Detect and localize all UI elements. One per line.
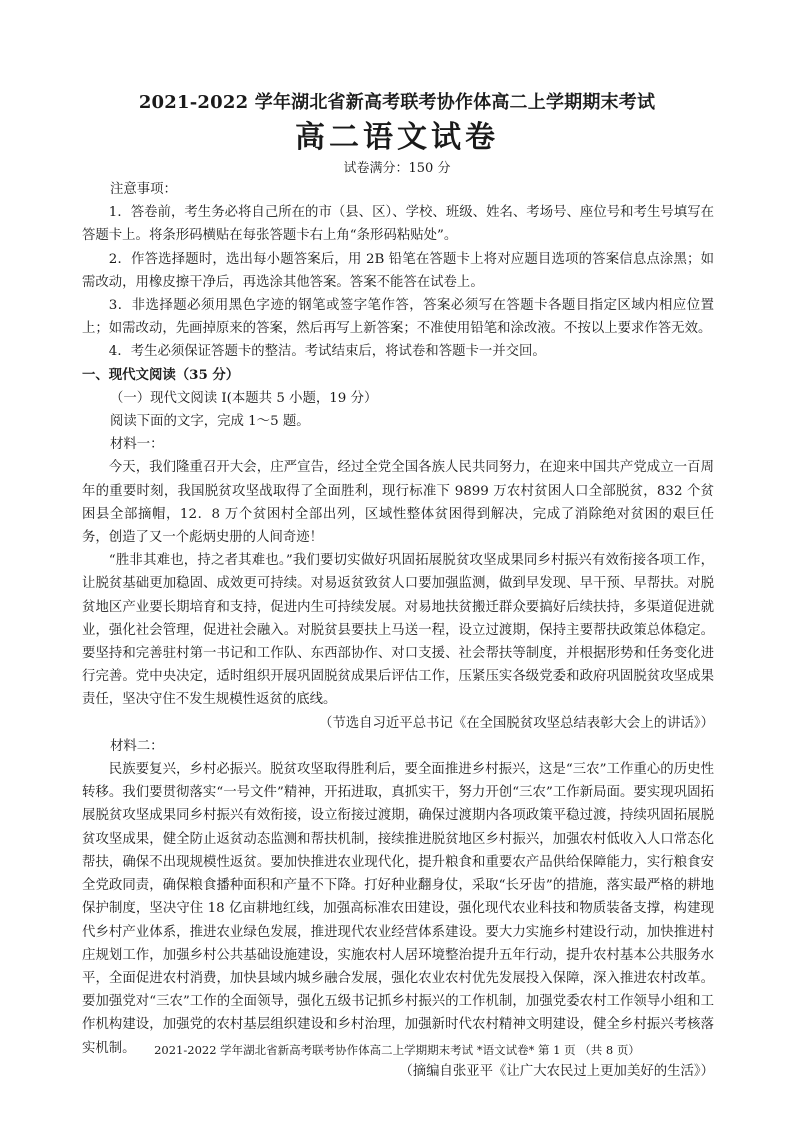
exam-title: 2021-2022 学年湖北省新高考联考协作体高二上学期期末考试 [138, 92, 656, 113]
note-item: 1．答卷前，考生务必将自己所在的市（县、区）、学校、班级、姓名、考场号、座位号和考生号填写在答题卡上。将条形码横贴在每张答题卡右上角“条形码粘贴处”。 [82, 205, 714, 244]
note-item: 2．作答选择题时，选出每小题答案后，用 2B 铅笔在答题卡上将对应题目选项的答案信息点涂黑；如需改动，用橡皮擦干净后，再选涂其他答案。答案不能答在试卷上。 [82, 251, 714, 290]
paper-title: 高二语文试卷 [295, 120, 499, 155]
instruction: 阅读下面的文字，完成 1～5 题。 [110, 414, 310, 430]
material1-label: 材料一： [110, 437, 164, 453]
page-footer: 2021-2022 学年湖北省新高考联考协作体高二上学期期末考试 *语文试卷* 第 1 页 （共 8 页） [154, 1043, 640, 1057]
material2-label: 材料二： [110, 738, 164, 754]
notes-heading: 注意事项： [110, 182, 177, 197]
note-item: 3．非选择题必须用黑色字迹的钢笔或签字笔作答，答案必须写在答题卡各题目指定区域内相应位置上；如需改动，先画掉原来的答案，然后再写上新答案；不准使用铅笔和涂改液。不按以上要求作答无效。 [82, 298, 714, 337]
material1-source: （节选自习近平总书记《在全国脱贫攻坚总结表彰大会上的讲话》） [318, 715, 714, 731]
material1-paragraph: “胜非其难也，持之者其难也。”我们要切实做好巩固拓展脱贫攻坚成果同乡村振兴有效衔接各项工作，让脱贫基础更加稳固、成效更可持续。对易返贫致贫人口要加强监测，做到早发现、早干预、早帮扶。对脱贫地区产业要长期培育和支持，促进内生可持续发展。对易地扶贫搬迁群众要搞好后续扶持，多渠道促进就业，强化社会管理，促进社会融入。对脱贫县要扶上马送一程，设立过渡期，保持主要帮扶政策总体稳定。要坚持和完善驻村第一书记和工作队、东西部协作、对口支援、社会帮扶等制度，并根据形势和任务变化进行完善。党中央决定，适时组织开展巩固脱贫成果后评估工作，压紧压实各级党委和政府巩固脱贫攻坚成果责任，坚决守住不发生规模性返贫的底线。 [82, 553, 714, 708]
full-score: 试卷满分：150 分 [343, 161, 451, 176]
part-title: （一）现代文阅读 I(本题共 5 小题，19 分） [110, 390, 378, 406]
section-title: 一、现代文阅读（35 分） [82, 366, 240, 383]
note-item: 4．考生必须保证答题卡的整洁。考试结束后，将试卷和答题卡一并交回。 [108, 344, 546, 360]
material2-paragraph: 民族要复兴，乡村必振兴。脱贫攻坚取得胜利后，要全面推进乡村振兴，这是“三农”工作重心的历史性转移。我们要贯彻落实“一号文件”精神，开拓进取，真抓实干，努力开创“三农”工作新局面。要实现巩固拓展脱贫攻坚成果同乡村振兴有效衔接，设立衔接过渡期，确保过渡期内各项政策平稳过渡，持续巩固拓展脱贫攻坚成果，健全防止返贫动态监测和帮扶机制，接续推进脱贫地区乡村振兴，加强农村低收入人口常态化帮扶，确保不出现规模性返贫。要加快推进农业现代化，提升粮食和重要农产品供给保障能力，实行粮食安全党政同责，确保粮食播种面积和产量不下降。打好种业翻身仗，采取“长牙齿”的措施，落实最严格的耕地保护制度，坚决守住 18 亿亩耕地红线，加强高标准农田建设，强化现代农业科技和物质装备支撑，构建现代乡村产业体系，推进农业绿色发展，推进现代农业经营体系建设。要大力实施乡村建设行动，加快推进村庄规划工作，加强乡村公共基础设施建设，实施农村人居环境整治提升五年行动，提升农村基本公共服务水平，全面促进农村消费，加快县域内城乡融合发展，强化农业农村优先发展投入保障，深入推进农村改革。要加强党对“三农”工作的全面领导，强化五级书记抓乡村振兴的工作机制，加强党委农村工作领导小组和工作机构建设，加强党的农村基层组织建设和乡村治理，加强新时代农村精神文明建设，健全乡村振兴考核落实机制。 [82, 762, 714, 1056]
material2-source: （摘编自张亚平《让广大农民过上更加美好的生活》） [399, 1063, 714, 1079]
material1-paragraph: 今天，我们隆重召开大会，庄严宣告，经过全党全国各族人民共同努力，在迎来中国共产党成立一百周年的重要时刻，我国脱贫攻坚战取得了全面胜利，现行标准下 9899 万农村贫困人口全部脱贫，832 个贫困县全部摘帽，12．8 万个贫困村全部出列，区域性整体贫困得到解决，完成了消除绝对贫困的艰巨任务，创造了又一个彪炳史册的人间奇迹！ [82, 460, 714, 546]
exam-body [82, 178, 714, 1083]
